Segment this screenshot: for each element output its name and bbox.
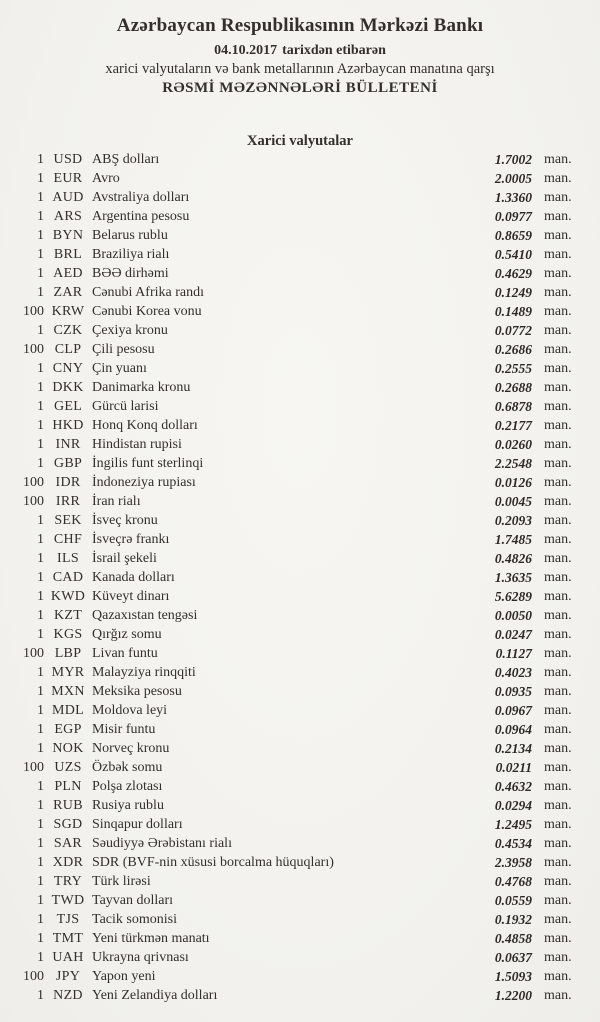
row-rate-value: 1.3635 — [494, 570, 532, 585]
row-quantity: 1 — [37, 190, 44, 205]
row-currency-name: Belarus rublu — [92, 228, 168, 243]
row-rate-value: 1.2200 — [494, 988, 532, 1003]
table-row — [0, 511, 600, 530]
row-currency-name: Misir funtu — [92, 722, 156, 737]
row-currency-name: Küveyt dinarı — [92, 589, 170, 604]
row-currency-code: TJS — [56, 912, 80, 927]
row-quantity: 1 — [37, 551, 44, 566]
row-currency-name: Qazaxıstan tengəsi — [92, 608, 198, 623]
row-currency-name: BƏƏ dirhəmi — [92, 266, 169, 281]
row-currency-code: GBP — [53, 456, 83, 471]
effective-date: 04.10.2017 — [214, 43, 278, 58]
row-currency-name: Yeni türkmən manatı — [92, 931, 210, 946]
row-unit-label: man. — [544, 893, 572, 908]
row-unit-label: man. — [544, 418, 572, 433]
rates-table — [0, 150, 600, 1005]
row-currency-name: Polşa zlotası — [92, 779, 163, 794]
row-rate-value: 0.0637 — [494, 950, 532, 965]
row-currency-name: Çili pesosu — [92, 342, 155, 357]
row-currency-name: Argentina pesosu — [92, 209, 190, 224]
row-rate-value: 0.2686 — [494, 342, 532, 357]
table-row — [0, 416, 600, 435]
row-rate-value: 0.4826 — [494, 551, 532, 566]
table-row — [0, 758, 600, 777]
row-quantity: 100 — [23, 475, 44, 490]
row-quantity: 1 — [37, 323, 44, 338]
row-quantity: 100 — [23, 646, 44, 661]
row-rate-value: 0.0559 — [494, 893, 532, 908]
row-currency-code: USD — [53, 152, 83, 167]
row-currency-name: Kanada dolları — [92, 570, 175, 585]
effective-date-suffix: tarixdən etibarən — [282, 43, 386, 58]
row-rate-value: 1.3360 — [494, 190, 532, 205]
row-quantity: 1 — [37, 855, 44, 870]
row-unit-label: man. — [544, 760, 572, 775]
row-currency-name: Norveç kronu — [92, 741, 170, 756]
table-row — [0, 739, 600, 758]
table-row — [0, 682, 600, 701]
table-row — [0, 891, 600, 910]
row-unit-label: man. — [544, 874, 572, 889]
row-quantity: 1 — [37, 380, 44, 395]
row-currency-code: BYN — [52, 228, 84, 243]
table-row — [0, 492, 600, 511]
row-unit-label: man. — [544, 608, 572, 623]
table-row — [0, 264, 600, 283]
row-unit-label: man. — [544, 475, 572, 490]
row-rate-value: 0.4629 — [494, 266, 532, 281]
row-currency-code: TMT — [52, 931, 84, 946]
table-row — [0, 207, 600, 226]
row-unit-label: man. — [544, 950, 572, 965]
table-row — [0, 815, 600, 834]
document-header — [0, 15, 600, 98]
row-currency-name: Rusiya rublu — [92, 798, 164, 813]
row-currency-name: İndoneziya rupiası — [92, 475, 196, 490]
row-quantity: 1 — [37, 437, 44, 452]
row-quantity: 1 — [37, 779, 44, 794]
table-row — [0, 435, 600, 454]
row-quantity: 1 — [37, 532, 44, 547]
row-quantity: 1 — [37, 456, 44, 471]
row-currency-name: Cənubi Korea vonu — [92, 304, 202, 319]
table-row — [0, 169, 600, 188]
row-currency-name: Tacik somonisi — [92, 912, 177, 927]
row-unit-label: man. — [544, 494, 572, 509]
table-row — [0, 245, 600, 264]
row-currency-code: SEK — [54, 513, 82, 528]
row-currency-code: CHF — [53, 532, 83, 547]
table-row — [0, 929, 600, 948]
row-rate-value: 0.0294 — [494, 798, 532, 813]
row-currency-code: SAR — [53, 836, 83, 851]
row-currency-name: Sinqapur dolları — [92, 817, 183, 832]
table-row — [0, 720, 600, 739]
table-row — [0, 777, 600, 796]
row-quantity: 1 — [37, 912, 44, 927]
table-row — [0, 834, 600, 853]
row-unit-label: man. — [544, 513, 572, 528]
row-currency-code: IDR — [55, 475, 81, 490]
row-unit-label: man. — [544, 627, 572, 642]
table-row — [0, 549, 600, 568]
table-row — [0, 948, 600, 967]
row-currency-name: SDR (BVF-nin xüsusi borcalma hüquqları) — [92, 855, 334, 870]
row-currency-name: İsveçrə frankı — [92, 532, 170, 547]
row-currency-name: Hindistan rupisi — [92, 437, 182, 452]
table-row — [0, 359, 600, 378]
effective-date-line — [0, 42, 600, 60]
row-unit-label: man. — [544, 323, 572, 338]
row-quantity: 1 — [37, 361, 44, 376]
row-rate-value: 0.4023 — [494, 665, 532, 680]
row-quantity: 1 — [37, 608, 44, 623]
row-currency-code: JPY — [55, 969, 81, 984]
row-unit-label: man. — [544, 285, 572, 300]
row-currency-name: Honq Konq dolları — [92, 418, 198, 433]
row-rate-value: 0.0772 — [494, 323, 532, 338]
row-unit-label: man. — [544, 798, 572, 813]
row-quantity: 1 — [37, 285, 44, 300]
row-rate-value: 0.1932 — [494, 912, 532, 927]
row-unit-label: man. — [544, 456, 572, 471]
row-quantity: 1 — [37, 627, 44, 642]
row-currency-code: INR — [55, 437, 81, 452]
row-currency-code: TWD — [51, 893, 85, 908]
row-currency-code: RUB — [53, 798, 83, 813]
row-rate-value: 0.0211 — [495, 760, 532, 775]
row-currency-code: LBP — [54, 646, 82, 661]
row-quantity: 1 — [37, 570, 44, 585]
row-quantity: 1 — [37, 399, 44, 414]
row-currency-code: EUR — [53, 171, 83, 186]
row-unit-label: man. — [544, 722, 572, 737]
row-unit-label: man. — [544, 570, 572, 585]
table-row — [0, 283, 600, 302]
row-currency-code: ZAR — [53, 285, 83, 300]
row-rate-value: 0.0967 — [494, 703, 532, 718]
row-unit-label: man. — [544, 399, 572, 414]
row-currency-code: UZS — [54, 760, 82, 775]
row-quantity: 100 — [23, 969, 44, 984]
row-rate-value: 0.8659 — [494, 228, 532, 243]
row-currency-code: MYR — [51, 665, 85, 680]
table-row — [0, 853, 600, 872]
row-currency-code: ARS — [53, 209, 83, 224]
table-row — [0, 587, 600, 606]
row-unit-label: man. — [544, 817, 572, 832]
row-currency-code: AED — [53, 266, 83, 281]
table-row — [0, 872, 600, 891]
row-currency-code: NOK — [52, 741, 84, 756]
table-row — [0, 530, 600, 549]
row-currency-code: GEL — [53, 399, 83, 414]
row-unit-label: man. — [544, 247, 572, 262]
row-currency-code: XDR — [52, 855, 84, 870]
row-currency-code: NZD — [53, 988, 83, 1003]
row-currency-name: Özbək somu — [92, 760, 163, 775]
table-row — [0, 340, 600, 359]
row-currency-name: Avstraliya dolları — [92, 190, 190, 205]
row-unit-label: man. — [544, 741, 572, 756]
row-unit-label: man. — [544, 912, 572, 927]
row-currency-name: Braziliya rialı — [92, 247, 170, 262]
row-unit-label: man. — [544, 969, 572, 984]
row-quantity: 1 — [37, 152, 44, 167]
row-currency-name: Livan funtu — [92, 646, 158, 661]
row-currency-code: KZT — [53, 608, 83, 623]
row-currency-code: KRW — [51, 304, 85, 319]
row-currency-code: BRL — [53, 247, 83, 262]
row-currency-code: PLN — [54, 779, 82, 794]
row-currency-code: DKK — [52, 380, 84, 395]
row-rate-value: 0.2688 — [494, 380, 532, 395]
table-row — [0, 454, 600, 473]
row-unit-label: man. — [544, 836, 572, 851]
bulletin-title: RƏSMİ MƏZƏNNƏLƏRİ BÜLLETENİ — [162, 80, 438, 96]
row-currency-code: MXN — [51, 684, 85, 699]
row-unit-label: man. — [544, 171, 572, 186]
row-quantity: 100 — [23, 304, 44, 319]
row-currency-name: Səudiyyə Ərəbistanı rialı — [92, 836, 232, 851]
table-row — [0, 226, 600, 245]
table-row — [0, 188, 600, 207]
row-quantity: 1 — [37, 950, 44, 965]
row-currency-name: ABŞ dolları — [92, 152, 160, 167]
table-row — [0, 397, 600, 416]
row-unit-label: man. — [544, 532, 572, 547]
row-unit-label: man. — [544, 342, 572, 357]
row-currency-code: CLP — [54, 342, 82, 357]
row-rate-value: 2.0005 — [494, 171, 532, 186]
row-currency-name: Yeni Zelandiya dolları — [92, 988, 218, 1003]
row-unit-label: man. — [544, 665, 572, 680]
row-unit-label: man. — [544, 779, 572, 794]
table-row — [0, 150, 600, 169]
table-row — [0, 568, 600, 587]
row-currency-name: Moldova leyi — [92, 703, 168, 718]
row-rate-value: 0.2093 — [494, 513, 532, 528]
row-unit-label: man. — [544, 931, 572, 946]
row-rate-value: 0.0964 — [494, 722, 532, 737]
row-currency-name: Avro — [92, 171, 120, 186]
row-quantity: 100 — [23, 342, 44, 357]
row-currency-code: KGS — [53, 627, 83, 642]
row-unit-label: man. — [544, 209, 572, 224]
table-row — [0, 606, 600, 625]
row-currency-code: MDL — [51, 703, 84, 718]
row-currency-code: CNY — [52, 361, 84, 376]
row-quantity: 1 — [37, 836, 44, 851]
row-currency-name: Çin yuanı — [92, 361, 147, 376]
row-quantity: 100 — [23, 494, 44, 509]
row-unit-label: man. — [544, 551, 572, 566]
row-quantity: 1 — [37, 247, 44, 262]
row-quantity: 1 — [37, 665, 44, 680]
row-rate-value: 1.5093 — [494, 969, 532, 984]
row-unit-label: man. — [544, 228, 572, 243]
row-unit-label: man. — [544, 266, 572, 281]
row-currency-code: EGP — [54, 722, 82, 737]
row-currency-name: İngilis funt sterlinqi — [92, 456, 204, 471]
row-rate-value: 0.0260 — [494, 437, 532, 452]
row-unit-label: man. — [544, 152, 572, 167]
table-row — [0, 910, 600, 929]
row-currency-name: Türk lirəsi — [92, 874, 151, 889]
row-rate-value: 1.2495 — [494, 817, 532, 832]
row-unit-label: man. — [544, 304, 572, 319]
row-rate-value: 0.4632 — [494, 779, 532, 794]
table-row — [0, 302, 600, 321]
row-currency-code: ILS — [57, 551, 79, 566]
row-quantity: 100 — [23, 760, 44, 775]
row-currency-name: Tayvan dolları — [92, 893, 174, 908]
row-currency-code: SGD — [53, 817, 83, 832]
document-subtitle: xarici valyutaların və bank metallarının Azərbaycan manatına qarşı — [105, 61, 495, 77]
row-unit-label: man. — [544, 988, 572, 1003]
row-rate-value: 0.4768 — [494, 874, 532, 889]
row-quantity: 1 — [37, 513, 44, 528]
row-quantity: 1 — [37, 589, 44, 604]
table-row — [0, 625, 600, 644]
row-quantity: 1 — [37, 893, 44, 908]
row-quantity: 1 — [37, 418, 44, 433]
table-row — [0, 986, 600, 1005]
row-rate-value: 0.1127 — [495, 646, 532, 661]
row-quantity: 1 — [37, 209, 44, 224]
row-rate-value: 0.0126 — [494, 475, 532, 490]
row-quantity: 1 — [37, 171, 44, 186]
row-rate-value: 0.2134 — [494, 741, 532, 756]
row-rate-value: 5.6289 — [494, 589, 532, 604]
table-row — [0, 701, 600, 720]
row-currency-code: TRY — [53, 874, 83, 889]
row-unit-label: man. — [544, 855, 572, 870]
row-currency-code: KWD — [50, 589, 86, 604]
table-row — [0, 644, 600, 663]
row-unit-label: man. — [544, 589, 572, 604]
row-currency-name: Çexiya kronu — [92, 323, 168, 338]
row-currency-code: UAH — [52, 950, 84, 965]
row-rate-value: 0.1249 — [494, 285, 532, 300]
row-rate-value: 0.2177 — [494, 418, 532, 433]
row-currency-name: Meksika pesosu — [92, 684, 182, 699]
row-rate-value: 0.0050 — [494, 608, 532, 623]
row-currency-code: CZK — [53, 323, 83, 338]
row-rate-value: 0.0977 — [494, 209, 532, 224]
row-quantity: 1 — [37, 988, 44, 1003]
table-row — [0, 321, 600, 340]
table-row — [0, 663, 600, 682]
row-rate-value: 0.0247 — [494, 627, 532, 642]
row-currency-name: Gürcü larisi — [92, 399, 159, 414]
row-quantity: 1 — [37, 741, 44, 756]
row-rate-value: 2.3958 — [494, 855, 532, 870]
row-rate-value: 1.7002 — [494, 152, 532, 167]
row-unit-label: man. — [544, 190, 572, 205]
row-currency-name: Cənubi Afrika randı — [92, 285, 204, 300]
row-unit-label: man. — [544, 437, 572, 452]
row-currency-name: İsveç kronu — [92, 513, 158, 528]
bank-title: Azərbaycan Respublikasının Mərkəzi Bankı — [116, 15, 484, 36]
table-row — [0, 473, 600, 492]
row-currency-name: Malayziya rinqqiti — [92, 665, 196, 680]
row-currency-name: Ukrayna qrivnası — [92, 950, 189, 965]
row-rate-value: 0.4534 — [494, 836, 532, 851]
row-currency-code: IRR — [55, 494, 81, 509]
row-rate-value: 0.2555 — [494, 361, 532, 376]
row-rate-value: 1.7485 — [494, 532, 532, 547]
row-quantity: 1 — [37, 684, 44, 699]
row-rate-value: 0.1489 — [494, 304, 532, 319]
row-currency-code: CAD — [52, 570, 84, 585]
row-quantity: 1 — [37, 228, 44, 243]
row-unit-label: man. — [544, 380, 572, 395]
row-currency-code: AUD — [52, 190, 84, 205]
row-unit-label: man. — [544, 703, 572, 718]
section-title-foreign-currencies: Xarici valyutalar — [247, 133, 353, 149]
row-rate-value: 0.0045 — [494, 494, 532, 509]
row-unit-label: man. — [544, 646, 572, 661]
row-unit-label: man. — [544, 684, 572, 699]
row-currency-name: Yapon yeni — [92, 969, 156, 984]
row-currency-name: Qırğız somu — [92, 627, 162, 642]
row-currency-code: HKD — [52, 418, 84, 433]
row-unit-label: man. — [544, 361, 572, 376]
row-quantity: 1 — [37, 703, 44, 718]
row-quantity: 1 — [37, 722, 44, 737]
table-row — [0, 967, 600, 986]
row-quantity: 1 — [37, 266, 44, 281]
row-quantity: 1 — [37, 798, 44, 813]
table-row — [0, 796, 600, 815]
row-rate-value: 0.5410 — [494, 247, 532, 262]
row-quantity: 1 — [37, 931, 44, 946]
row-rate-value: 0.6878 — [494, 399, 532, 414]
row-rate-value: 0.0935 — [494, 684, 532, 699]
row-currency-name: İsrail şekeli — [92, 551, 157, 566]
row-quantity: 1 — [37, 874, 44, 889]
row-currency-name: Danimarka kronu — [92, 380, 191, 395]
row-currency-name: İran rialı — [92, 494, 141, 509]
row-quantity: 1 — [37, 817, 44, 832]
row-rate-value: 0.4858 — [494, 931, 532, 946]
row-rate-value: 2.2548 — [494, 456, 532, 471]
table-row — [0, 378, 600, 397]
